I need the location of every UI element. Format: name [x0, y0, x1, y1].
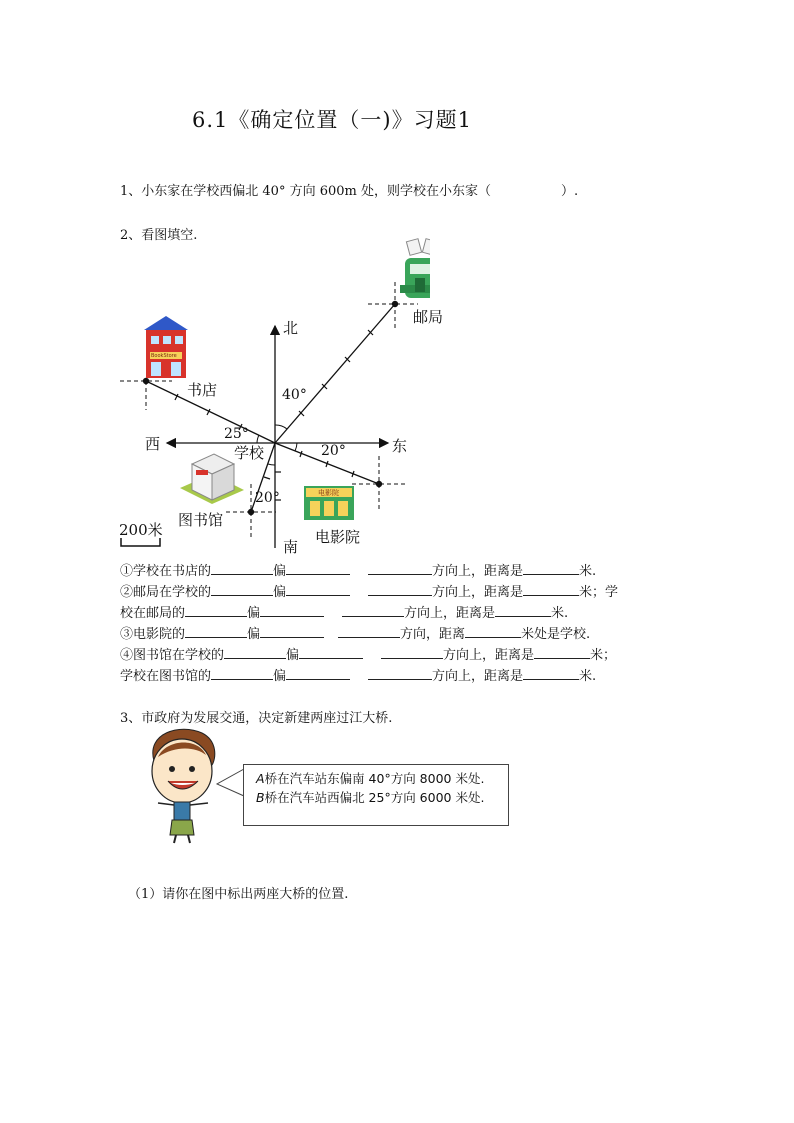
label-north: 北 [283, 319, 299, 337]
blank[interactable] [211, 562, 273, 575]
question-3-sub-1: （1）请你在图中标出两座大桥的位置. [128, 887, 349, 902]
label-post-office: 邮局 [413, 308, 444, 326]
fill-line-4-a: ③电影院的 [120, 627, 186, 642]
bookstore-point [143, 378, 149, 384]
arc-e [295, 443, 297, 451]
cinema-point [376, 481, 382, 487]
blank[interactable] [368, 583, 432, 596]
library-ticks [264, 477, 270, 479]
blank[interactable] [534, 646, 590, 659]
fill-line-4-b: 偏 [247, 627, 261, 642]
blank[interactable] [368, 562, 432, 575]
fill-line-3-d: 米. [551, 606, 569, 621]
fill-line-2-a: ②邮局在学校的 [120, 585, 212, 600]
bridge-b-letter: B [256, 790, 265, 805]
post-office-building [400, 239, 430, 298]
question-1-text: 1、小东家在学校西偏北 40° 方向 600m 处，则学校在小东家（ [120, 184, 491, 199]
blank[interactable] [286, 667, 350, 680]
blank[interactable] [286, 583, 350, 596]
blank[interactable] [523, 667, 579, 680]
label-angle-ne: 40° [282, 387, 307, 403]
fill-line-2-b: 偏 [273, 585, 287, 600]
bookstore-sign: BookStore [151, 353, 177, 359]
blank[interactable] [523, 583, 579, 596]
fill-line-5-d: 米； [590, 648, 617, 663]
arc-s [268, 464, 275, 465]
fill-line-5-c: 方向上，距离是 [443, 648, 535, 663]
fill-line-3-c: 方向上，距离是 [404, 606, 496, 621]
blank[interactable] [185, 604, 247, 617]
blank[interactable] [185, 625, 247, 638]
fill-line-2 [120, 581, 618, 600]
blank[interactable] [211, 667, 273, 680]
bookstore-building [144, 316, 188, 378]
label-angle-s: 20° [255, 490, 280, 506]
label-south: 南 [283, 538, 299, 556]
fill-line-2-d: 米；学 [579, 585, 619, 600]
blank[interactable] [523, 562, 579, 575]
label-cinema: 电影院 [315, 528, 361, 546]
fill-line-1-a: ①学校在书店的 [120, 564, 212, 579]
library-point [248, 509, 254, 515]
fill-line-1-b: 偏 [273, 564, 287, 579]
blank[interactable] [495, 604, 551, 617]
bubble-line-a [256, 769, 502, 788]
fill-line-1-c: 方向上，距离是 [432, 564, 524, 579]
post-office-point [392, 301, 398, 307]
label-school: 学校 [234, 444, 265, 462]
question-1 [120, 180, 578, 199]
blank[interactable] [465, 625, 521, 638]
fill-line-5-a: ④图书馆在学校的 [120, 648, 225, 663]
label-angle-w: 25° [224, 426, 249, 442]
fill-line-1 [120, 560, 596, 579]
fill-line-6 [120, 665, 596, 684]
fill-line-3-a: 校在邮局的 [120, 606, 186, 621]
fill-line-2-c: 方向上，距离是 [432, 585, 524, 600]
label-bookstore: 书店 [187, 381, 218, 399]
fill-line-4 [120, 623, 590, 642]
fill-line-6-a: 学校在图书馆的 [120, 669, 212, 684]
arc-ne [275, 425, 287, 429]
fill-line-6-c: 方向上，距离是 [432, 669, 524, 684]
fill-line-5-b: 偏 [286, 648, 300, 663]
fill-line-4-c: 方向，距离 [400, 627, 466, 642]
question-2-text: 2、看图填空. [120, 228, 198, 243]
blank[interactable] [338, 625, 400, 638]
fill-line-4-d: 米处是学校. [521, 627, 591, 642]
bubble-tail [215, 764, 245, 804]
bridge-a-letter: A [256, 771, 265, 786]
page-title: 6.1《确定位置（一)》习题1 [192, 108, 472, 132]
blank[interactable] [224, 646, 286, 659]
blank[interactable] [342, 604, 404, 617]
label-angle-e: 20° [321, 443, 346, 459]
question-3-text: 3、市政府为发展交通，决定新建两座过江大桥. [120, 711, 393, 726]
blank[interactable] [368, 667, 432, 680]
fill-line-5 [120, 644, 616, 663]
cinema-sign: 电影院 [318, 489, 339, 497]
bridge-b-text: 桥在汽车站西偏北 25°方向 6000 米处. [264, 790, 485, 805]
fill-line-1-d: 米. [579, 564, 597, 579]
speech-bubble [243, 764, 509, 826]
bridge-a-text: 桥在汽车站东偏南 40°方向 8000 米处. [264, 771, 485, 786]
label-scale: 200米 [119, 521, 163, 539]
label-east: 东 [392, 437, 408, 455]
fill-line-6-d: 米. [579, 669, 597, 684]
label-west: 西 [145, 435, 161, 453]
fill-line-3 [120, 602, 568, 621]
label-library: 图书馆 [178, 511, 224, 529]
blank[interactable] [260, 625, 324, 638]
fill-line-6-b: 偏 [273, 669, 287, 684]
blank[interactable] [381, 646, 443, 659]
bubble-line-b [256, 788, 502, 807]
blank[interactable] [260, 604, 324, 617]
direction-map [110, 236, 430, 556]
blank[interactable] [286, 562, 350, 575]
question-1-end: ）. [560, 184, 579, 199]
blank[interactable] [211, 583, 273, 596]
fill-line-3-b: 偏 [247, 606, 261, 621]
blank[interactable] [299, 646, 363, 659]
